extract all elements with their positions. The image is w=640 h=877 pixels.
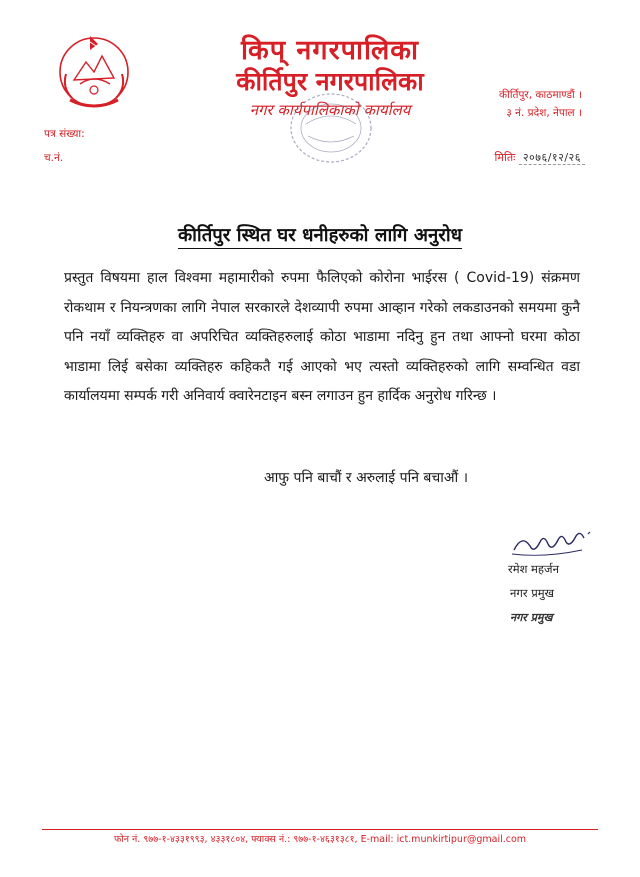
address-line-2: ३ नं. प्रदेश, नेपाल । xyxy=(506,107,582,119)
letterhead-title-newari: किप् नगरपालिका xyxy=(240,35,420,66)
footer-divider xyxy=(42,829,598,830)
letterhead-office-name: नगर कार्यपालिकाको कार्यालय xyxy=(249,101,411,119)
slogan: आफु पनि बाचौं र अरुलाई पनि बचाऔं । xyxy=(264,470,468,486)
letter-body: प्रस्तुत विषयमा हाल विश्वमा महामारीको रुपमा फैलिएको कोरोना भाईरस ( Covid-19) संक्रमण रोकथाम र नियन्त्रणका लागि नेपाल सरकारले देशव्यापी रुपमा आव्हान गरेको लकडाउनको समयमा कुनै पनि नयाँ व्यक्तिहरु वा अपरिचित व्यक्तिहरुलाई कोठा भाडामा नदिनु हुन तथा आफ्नो घरमा कोठा भाडामा लिई बसेका व्यक्तिहरु कहिकतै गई आएको भए त्यस्तो व्यक्तिहरुको लागि सम्वन्धित वडा कार्यालयमा सम्पर्क गरी अनिवार्य क्वारेनटाइन बस्न लगाउन हुन हार्दिक अनुरोध गरिन्छ । xyxy=(64,270,580,404)
date-label: मितिः xyxy=(494,151,516,164)
footer-contact: फोन नं. ९७७-१-४३३१९९३, ४३३१८०४, फ्याक्स नं.: ९७७-१-४६३१३८१, E-mail: ict.munkirtipur@gmail.com xyxy=(113,834,527,845)
subject-text: कीर्तिपुर स्थित घर धनीहरुको लागि अनुरोध xyxy=(178,225,462,249)
letter-number-label: पत्र संख्या: xyxy=(44,128,85,140)
office-stamp xyxy=(286,88,376,168)
signatory-stamp: नगर प्रमुख xyxy=(510,611,553,624)
signatory-name: रमेश महर्जन xyxy=(508,562,559,576)
letterhead-address xyxy=(499,86,582,122)
dispatch-number-label: च.नं. xyxy=(44,152,64,164)
letterhead-title: कीर्तिपुर नगरपालिका xyxy=(236,67,424,96)
letter-subject xyxy=(0,222,640,247)
signatory-title: नगर प्रमुख xyxy=(510,586,555,600)
date-value: २०७६/१२/२६ xyxy=(519,151,585,165)
date-field xyxy=(495,150,585,165)
signature xyxy=(504,522,594,562)
address-line-1: कीर्तिपुर, काठमाण्डौं । xyxy=(499,89,582,101)
